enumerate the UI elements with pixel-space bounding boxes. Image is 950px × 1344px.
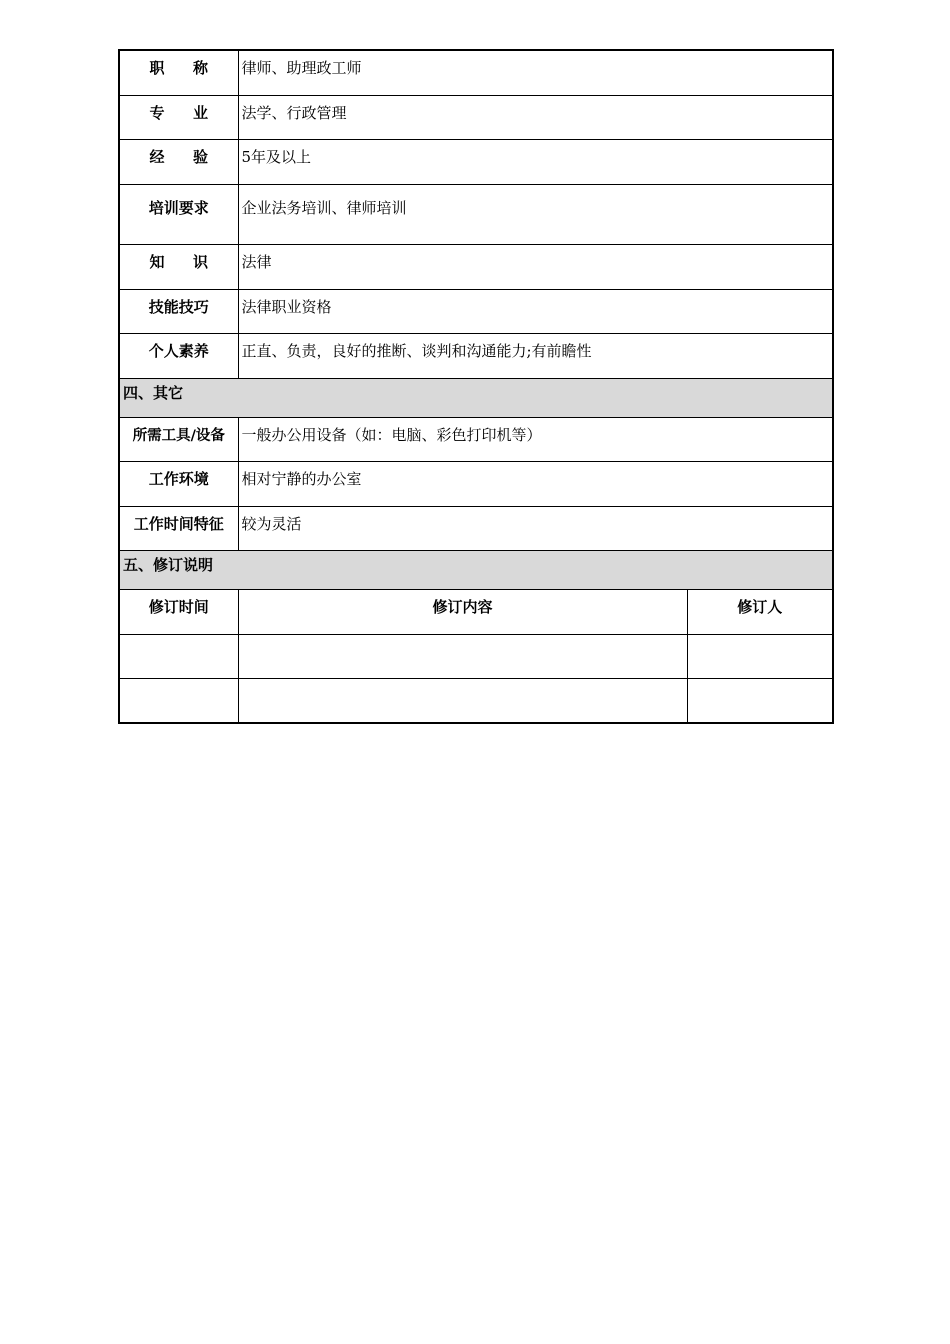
revision-cell-time [119, 634, 238, 678]
value-title: 律师、助理政工师 [238, 50, 833, 95]
revision-row [119, 634, 833, 678]
value-work-time: 较为灵活 [238, 506, 833, 550]
header-revision-person: 修订人 [687, 589, 833, 634]
revision-cell-content [238, 634, 687, 678]
label-title: 职称 [119, 50, 238, 95]
row-knowledge [119, 244, 833, 289]
revision-cell-person [687, 634, 833, 678]
row-tools [119, 417, 833, 461]
value-training: 企业法务培训、律师培训 [238, 184, 833, 244]
label-major: 专业 [119, 95, 238, 139]
value-major: 法学、行政管理 [238, 95, 833, 139]
row-skills [119, 289, 833, 333]
job-description-table [118, 49, 834, 724]
section-revision-row [119, 550, 833, 589]
row-title [119, 50, 833, 95]
header-revision-time: 修订时间 [119, 589, 238, 634]
label-work-time: 工作时间特征 [119, 506, 238, 550]
value-environment: 相对宁静的办公室 [238, 461, 833, 506]
label-skills: 技能技巧 [119, 289, 238, 333]
label-training: 培训要求 [119, 184, 238, 244]
label-environment: 工作环境 [119, 461, 238, 506]
value-knowledge: 法律 [238, 244, 833, 289]
section-other-title: 四、其它 [119, 378, 833, 417]
row-training [119, 184, 833, 244]
value-experience: 5年及以上 [238, 139, 833, 184]
revision-cell-person [687, 678, 833, 723]
revision-row [119, 678, 833, 723]
label-tools: 所需工具/设备 [119, 417, 238, 461]
label-qualities: 个人素养 [119, 333, 238, 378]
section-revision-title: 五、修订说明 [119, 550, 833, 589]
value-qualities: 正直、负责，良好的推断、谈判和沟通能力;有前瞻性 [238, 333, 833, 378]
label-experience: 经验 [119, 139, 238, 184]
row-major [119, 95, 833, 139]
header-revision-content: 修订内容 [238, 589, 687, 634]
value-tools: 一般办公用设备（如：电脑、彩色打印机等） [238, 417, 833, 461]
row-environment [119, 461, 833, 506]
row-work-time [119, 506, 833, 550]
value-skills: 法律职业资格 [238, 289, 833, 333]
revision-cell-time [119, 678, 238, 723]
revision-header-row [119, 589, 833, 634]
section-other-row [119, 378, 833, 417]
revision-cell-content [238, 678, 687, 723]
row-experience [119, 139, 833, 184]
label-knowledge: 知识 [119, 244, 238, 289]
row-qualities [119, 333, 833, 378]
